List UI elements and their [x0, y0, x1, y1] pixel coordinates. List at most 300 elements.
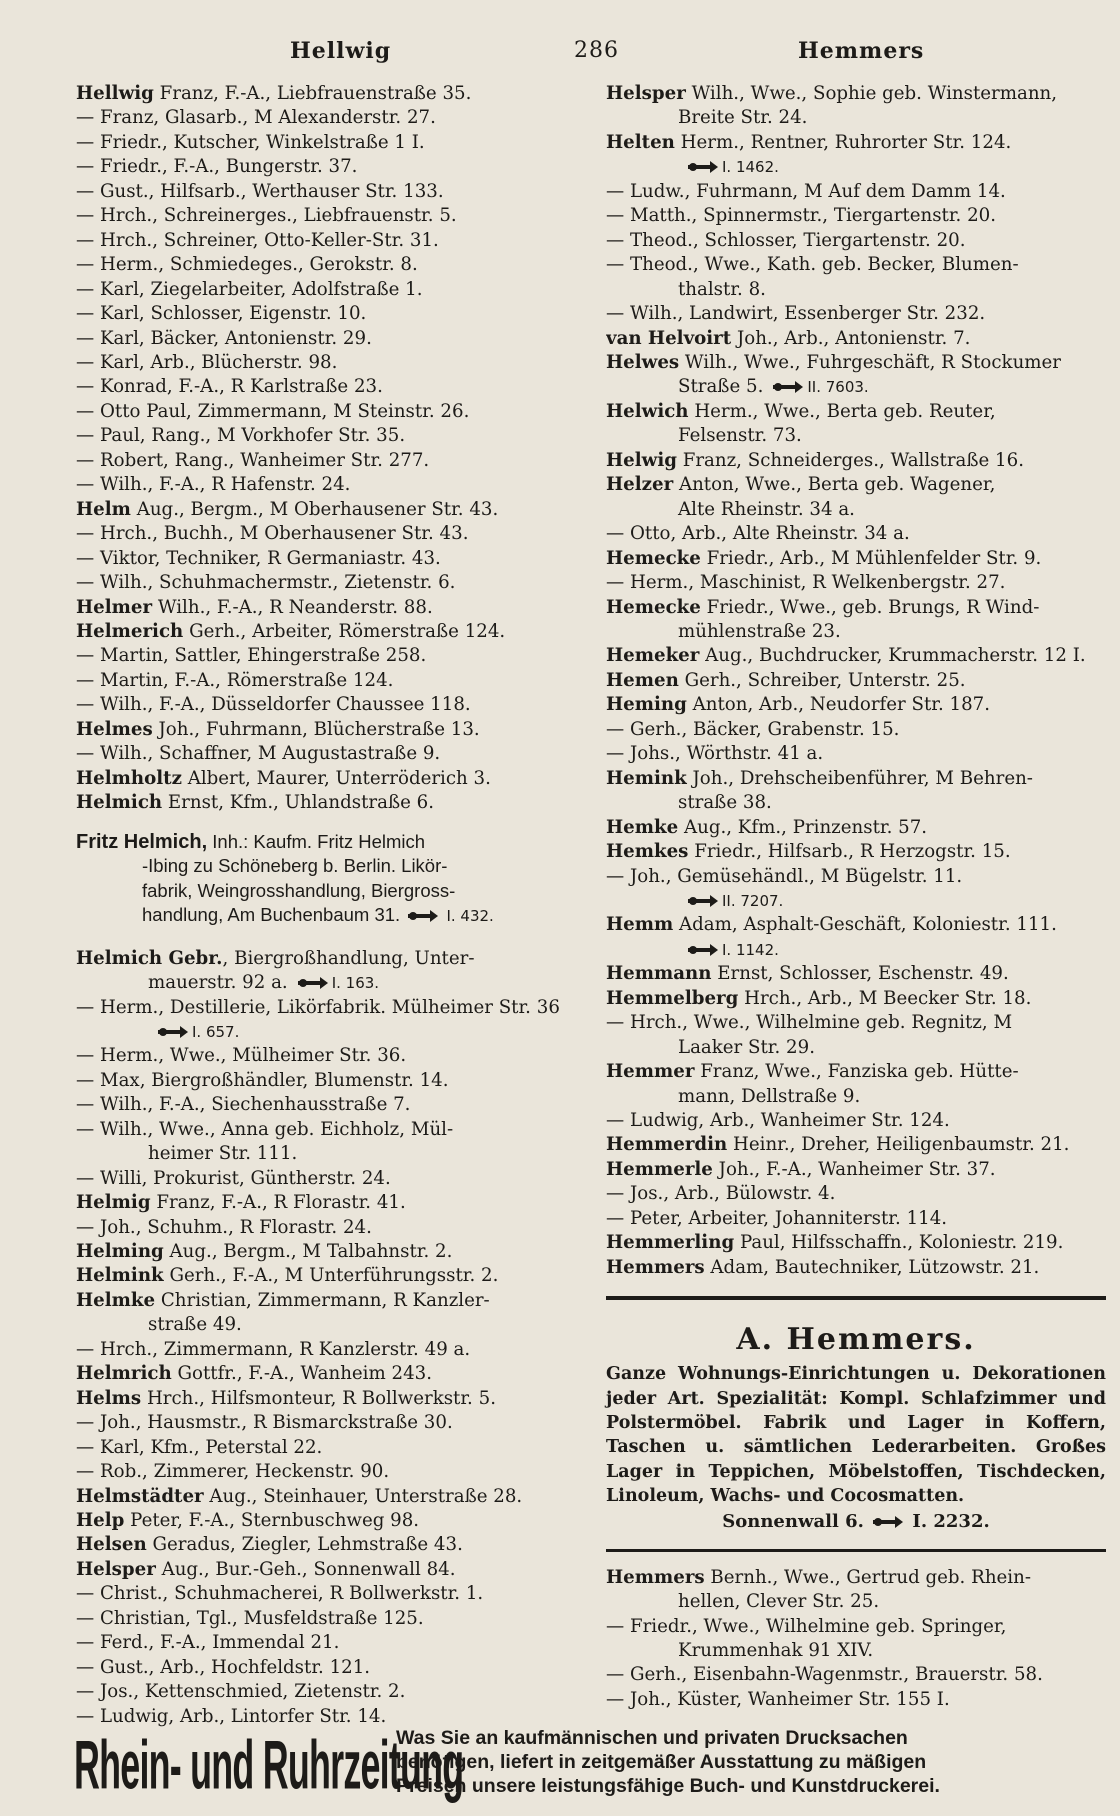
directory-entry	[606, 1182, 1106, 1206]
directory-entry	[76, 620, 562, 644]
entry-details: Gerh., Arbeiter, Römerstraße 124.	[183, 620, 506, 642]
entry-details: Ernst, Schlosser, Eschenstr. 49.	[711, 963, 1009, 985]
hemmers-ad-body: Ganze Wohnungs-Einrichtungen u. Dekorationen jeder Art. Spezialität: Kompl. Schlafzimmer und Polstermöbel. Fabrik und Lager in Koffern, Taschen u. sämtlichen Lederarbeiten. Großes Lager in Teppichen, Möbelstoffen, Tischdecken, Linoleum, Wachs- und Cocosmatten.	[606, 1364, 1106, 1507]
entry-phone: I. 657.	[192, 1022, 240, 1041]
directory-entry	[606, 1566, 1106, 1590]
directory-entry	[76, 1118, 562, 1142]
entry-details: heimer Str. 111.	[148, 1143, 298, 1165]
directory-entry	[76, 1582, 562, 1606]
entry-surname: Hemmers	[606, 1566, 705, 1588]
entry-surname: van Helvoirt	[606, 327, 732, 349]
entry-details: — Karl, Ziegelarbeiter, Adolfstraße 1.	[76, 278, 423, 300]
entry-details: Herm., Wwe., Berta geb. Reuter,	[688, 400, 996, 422]
entry-details: Friedr., Wwe., geb. Brungs, R Wind-	[700, 596, 1040, 618]
directory-entry	[76, 278, 562, 302]
directory-entry	[606, 400, 1106, 424]
entry-details: Laaker Str. 29.	[678, 1036, 815, 1058]
entry-details: — Wilh., Wwe., Anna geb. Eichholz, Mül-	[76, 1118, 454, 1140]
telephone-icon	[298, 977, 328, 989]
entry-details: — Hrch., Zimmermann, R Kanzlerstr. 49 a.	[76, 1338, 471, 1360]
entry-details: Joh., Fuhrmann, Blücherstraße 13.	[152, 718, 480, 740]
entry-details: Anton, Arb., Neudorfer Str. 187.	[686, 694, 991, 716]
entry-details: , Biergroßhandlung, Unter-	[222, 947, 475, 969]
directory-entry	[76, 522, 562, 546]
entry-surname: Hemkes	[606, 841, 689, 863]
directory-entry	[606, 1639, 1106, 1663]
entry-surname: Helwich	[606, 400, 689, 422]
directory-entry	[606, 669, 1106, 693]
entry-details: straße 49.	[148, 1314, 242, 1336]
directory-entry	[76, 1289, 562, 1313]
directory-entry	[606, 889, 1106, 913]
entry-details: — Christ., Schuhmacherei, R Bollwerkstr. 1.	[76, 1583, 484, 1605]
entry-surname: Helmich	[76, 792, 163, 814]
entry-details: — Wilh., F.-A., Düsseldorfer Chaussee 118.	[76, 694, 471, 716]
entry-details: Anton, Wwe., Berta geb. Wagener,	[673, 474, 996, 496]
directory-entry	[76, 1607, 562, 1631]
entry-details: — Hrch., Schreinerges., Liebfrauenstr. 5.	[76, 205, 457, 227]
entry-details: Wilh., Wwe., Fuhrgeschäft, R Stockumer	[679, 351, 1061, 373]
entry-details: — Joh., Schuhm., R Florastr. 24.	[76, 1216, 372, 1238]
telephone-icon	[688, 161, 718, 173]
entry-details: — Paul, Rang., M Vorkhofer Str. 35.	[76, 425, 406, 447]
entry-surname: Helm	[76, 498, 131, 520]
divider	[606, 1296, 1106, 1300]
directory-entry	[76, 791, 562, 815]
entry-surname: Helmich Gebr.	[76, 947, 223, 969]
entry-details: Paul, Hilfsschaffn., Koloniestr. 219.	[734, 1232, 1064, 1254]
directory-entry	[76, 1142, 562, 1166]
entry-details: Alte Rheinstr. 34 a.	[678, 498, 855, 520]
page-number: 286	[574, 38, 619, 63]
telephone-icon	[773, 381, 803, 393]
footer-line3: Preisen unsere leistungsfähige Buch- und Kunstdruckerei.	[396, 1775, 940, 1797]
directory-entry	[606, 1207, 1106, 1231]
entry-details: — Matth., Spinnermstr., Tiergartenstr. 20.	[606, 205, 997, 227]
entry-surname: Helmke	[76, 1289, 156, 1311]
directory-entry	[76, 644, 562, 668]
helmich-ad-line1: Inh.: Kaufm. Fritz Helmich	[207, 830, 426, 852]
directory-entry	[606, 791, 1106, 815]
entry-surname: Helwes	[606, 351, 680, 373]
directory-entry	[76, 155, 562, 179]
directory-entry	[76, 767, 562, 791]
directory-entry	[76, 1362, 562, 1386]
directory-entry	[606, 1109, 1106, 1133]
directory-entry	[606, 1133, 1106, 1157]
directory-entry	[76, 1044, 562, 1068]
entry-surname: Helmink	[76, 1265, 164, 1287]
directory-entry	[606, 449, 1106, 473]
divider	[606, 1549, 1106, 1552]
directory-entry	[606, 1688, 1106, 1712]
directory-entry	[606, 106, 1106, 130]
directory-entry	[76, 1631, 562, 1655]
entry-details: Hrch., Arb., M Beecker Str. 18.	[738, 987, 1032, 1009]
directory-entry	[76, 971, 562, 995]
directory-entry	[606, 571, 1106, 595]
telephone-icon	[158, 1026, 188, 1038]
entry-details: — Johs., Wörthstr. 41 a.	[606, 743, 824, 765]
entry-details: Hrch., Hilfsmonteur, R Bollwerkstr. 5.	[141, 1387, 496, 1409]
helmich-ad-line4: handlung, Am Buchenbaum 31.	[142, 904, 401, 926]
entry-details: — Otto Paul, Zimmermann, M Steinstr. 26.	[76, 400, 470, 422]
entry-details: Straße 5.	[678, 376, 764, 398]
directory-entry	[76, 204, 562, 228]
directory-entry	[76, 947, 562, 971]
directory-entry	[76, 424, 562, 448]
entry-surname: Hemm	[606, 914, 674, 936]
directory-entry	[76, 1436, 562, 1460]
footer-line1: Was Sie an kaufmännischen und privaten Drucksachen	[396, 1727, 908, 1749]
entry-details: mann, Dellstraße 9.	[678, 1085, 861, 1107]
entry-details: — Max, Biergroßhändler, Blumenstr. 14.	[76, 1069, 449, 1091]
entry-details: Aug., Kfm., Prinzenstr. 57.	[678, 816, 928, 838]
entry-surname: Helwig	[606, 449, 677, 471]
directory-entry	[606, 913, 1106, 937]
entry-details: — Rob., Zimmerer, Heckenstr. 90.	[76, 1461, 390, 1483]
directory-entry	[606, 1158, 1106, 1182]
directory-entry	[606, 840, 1106, 864]
entry-phone: I. 163.	[331, 974, 380, 993]
directory-entry	[76, 351, 562, 375]
entry-details: — Konrad, F.-A., R Karlstraße 23.	[76, 376, 383, 398]
entry-details: — Jos., Kettenschmied, Zietenstr. 2.	[76, 1681, 406, 1703]
left-column	[76, 82, 562, 1729]
directory-entry	[76, 1656, 562, 1680]
entry-details: Christian, Zimmermann, R Kanzler-	[155, 1289, 490, 1311]
entry-details: Franz, F.-A., Liebfrauenstraße 35.	[153, 83, 472, 104]
entry-details: — Hrch., Wwe., Wilhelmine geb. Regnitz, M	[606, 1012, 1013, 1034]
entry-details: Aug., Steinhauer, Unterstraße 28.	[203, 1485, 523, 1507]
entry-details: — Gerh., Eisenbahn-Wagenmstr., Brauerstr. 58.	[606, 1664, 1043, 1686]
directory-entry	[606, 767, 1106, 791]
entry-surname: Helten	[606, 131, 675, 153]
directory-entry	[606, 351, 1106, 375]
entry-surname: Helming	[76, 1241, 164, 1263]
directory-entry	[606, 865, 1106, 889]
directory-entry	[76, 669, 562, 693]
entry-details: Bernh., Wwe., Gertrud geb. Rhein-	[704, 1566, 1031, 1588]
entry-surname: Hemen	[606, 669, 679, 691]
directory-entry	[606, 473, 1106, 497]
directory-entry	[606, 547, 1106, 571]
entry-surname: Helmrich	[76, 1363, 172, 1385]
directory-entry	[76, 253, 562, 277]
entry-details: — Joh., Gemüsehändl., M Bügelstr. 11.	[606, 865, 963, 887]
entry-details: Franz, F.-A., R Florastr. 41.	[150, 1192, 406, 1214]
entry-details: Aug., Bur.-Geh., Sonnenwall 84.	[155, 1558, 456, 1580]
directory-entry	[606, 718, 1106, 742]
directory-entry	[76, 302, 562, 326]
entry-details: hellen, Clever Str. 25.	[678, 1591, 880, 1613]
hemmers-ad-phone: I. 2232.	[912, 1510, 990, 1532]
entry-details: — Ludw., Fuhrmann, M Auf dem Damm 14.	[606, 180, 1006, 202]
right-column	[606, 82, 1106, 1712]
entry-details: — Peter, Arbeiter, Johanniterstr. 114.	[606, 1207, 948, 1229]
helmich-ad-phone: I. 432.	[446, 907, 494, 926]
entry-details: Albert, Maurer, Unterröderich 3.	[181, 767, 491, 789]
entry-details: Adam, Bautechniker, Lützowstr. 21.	[704, 1256, 1040, 1278]
entry-surname: Hemmer	[606, 1061, 695, 1083]
directory-entry	[76, 229, 562, 253]
entry-details: Friedr., Hilfsarb., R Herzogstr. 15.	[688, 841, 1011, 863]
header-left-keyword: Hellwig	[290, 38, 392, 64]
directory-entry	[76, 106, 562, 130]
entry-details: — Gust., Arb., Hochfeldstr. 121.	[76, 1656, 371, 1678]
entry-details: — Wilh., Schuhmachermstr., Zietenstr. 6.	[76, 572, 456, 594]
directory-entry	[606, 620, 1106, 644]
helmich-ad-line3: fabrik, Weingrosshandlung, Biergross-	[142, 879, 456, 901]
directory-entry	[76, 400, 562, 424]
entry-phone: II. 7207.	[722, 891, 784, 910]
footer-line2: benötigen, liefert in zeitgemäßer Ausstattung zu mäßigen	[396, 1751, 927, 1773]
directory-entry	[606, 327, 1106, 351]
entry-surname: Help	[76, 1510, 125, 1532]
directory-entry	[606, 742, 1106, 766]
directory-entry	[606, 962, 1106, 986]
entry-details: Joh., F.-A., Wanheimer Str. 37.	[712, 1158, 996, 1180]
entry-surname: Heming	[606, 694, 687, 716]
entry-details: Heinr., Dreher, Heiligenbaumstr. 21.	[727, 1134, 1070, 1156]
entry-details: Geradus, Ziegler, Lehmstraße 43.	[146, 1534, 463, 1556]
entry-details: Wilh., Wwe., Sophie geb. Winstermann,	[685, 83, 1058, 104]
entry-details: Friedr., Arb., M Mühlenfelder Str. 9.	[700, 547, 1042, 569]
entry-details: — Gerh., Bäcker, Grabenstr. 15.	[606, 718, 900, 740]
entry-details: — Martin, Sattler, Ehingerstraße 258.	[76, 645, 427, 667]
directory-entry	[76, 596, 562, 620]
entry-surname: Helsen	[76, 1534, 147, 1556]
directory-entry	[606, 816, 1106, 840]
directory-entry	[606, 204, 1106, 228]
entry-details: Wilh., F.-A., R Neanderstr. 88.	[152, 596, 433, 618]
entry-surname: Helzer	[606, 474, 674, 496]
entry-surname: Hemke	[606, 816, 679, 838]
entry-details: Joh., Drehscheibenführer, M Behren-	[686, 767, 1033, 789]
directory-entry	[76, 375, 562, 399]
right-entries	[606, 82, 1106, 1280]
entry-details: Aug., Buchdrucker, Krummacherstr. 12 I.	[699, 645, 1086, 667]
entry-details: — Hrch., Schreiner, Otto-Keller-Str. 31.	[76, 229, 439, 251]
entry-details: straße 38.	[678, 792, 772, 814]
directory-entry	[606, 1036, 1106, 1060]
directory-entry	[606, 1663, 1106, 1687]
entry-details: — Willi, Prokurist, Güntherstr. 24.	[76, 1167, 391, 1189]
entry-surname: Hemmerdin	[606, 1134, 728, 1156]
directory-entry	[76, 742, 562, 766]
entry-details: Krummenhak 91 XIV.	[678, 1640, 874, 1661]
directory-entry	[606, 522, 1106, 546]
entry-details: Aug., Bergm., M Talbahnstr. 2.	[163, 1241, 453, 1263]
entry-surname: Hemmerle	[606, 1158, 713, 1180]
directory-entry	[76, 82, 562, 106]
directory-entry	[76, 498, 562, 522]
directory-entry	[76, 1069, 562, 1093]
entry-surname: Helmholtz	[76, 767, 182, 789]
directory-entry	[606, 131, 1106, 155]
entry-details: — Ludwig, Arb., Wanheimer Str. 124.	[606, 1110, 950, 1132]
directory-entry	[606, 1231, 1106, 1255]
directory-entry	[606, 644, 1106, 668]
entry-details: — Ludwig, Arb., Lintorfer Str. 14.	[76, 1705, 387, 1727]
telephone-icon	[873, 1516, 903, 1528]
footer-title: Rhein- und Ruhrzeitung	[74, 1725, 464, 1804]
directory-entry	[76, 1387, 562, 1411]
directory-entry	[76, 1485, 562, 1509]
directory-entry	[76, 996, 562, 1020]
entry-surname: Hemmann	[606, 963, 712, 985]
entry-details: Gerh., F.-A., M Unterführungsstr. 2.	[163, 1265, 499, 1287]
entry-surname: Hemmers	[606, 1256, 705, 1278]
entry-details: — Franz, Glasarb., M Alexanderstr. 27.	[76, 107, 436, 129]
directory-entry	[76, 180, 562, 204]
entry-surname: Helmstädter	[76, 1485, 204, 1507]
hemmers-ad-title: A. Hemmers.	[736, 1322, 976, 1358]
entry-phone: I. 1142.	[722, 940, 779, 959]
hemmers-advertisement	[606, 1318, 1106, 1534]
entry-details: Aug., Bergm., M Oberhausener Str. 43.	[130, 498, 499, 520]
entry-surname: Helmes	[76, 718, 153, 740]
entry-surname: Helmig	[76, 1192, 151, 1214]
directory-entry	[606, 498, 1106, 522]
directory-entry	[76, 1264, 562, 1288]
entry-details: — Karl, Arb., Blücherstr. 98.	[76, 351, 338, 373]
directory-entry	[76, 1216, 562, 1240]
entry-details: Gottfr., F.-A., Wanheim 243.	[171, 1363, 433, 1385]
directory-entry	[606, 1615, 1106, 1639]
entry-phone: II. 7603.	[807, 378, 869, 397]
entry-details: Gerh., Schreiber, Unterstr. 25.	[678, 669, 966, 691]
entry-details: thalstr. 8.	[678, 278, 766, 300]
entry-details: — Wilh., Landwirt, Essenberger Str. 232.	[606, 303, 986, 325]
entry-details: — Martin, F.-A., Römerstraße 124.	[76, 669, 394, 691]
entry-details: — Wilh., Schaffner, M Augustastraße 9.	[76, 743, 441, 765]
entry-details: — Joh., Küster, Wanheimer Str. 155 I.	[606, 1688, 950, 1710]
directory-entry	[76, 547, 562, 571]
entry-details: — Wilh., F.-A., Siechenhausstraße 7.	[76, 1094, 411, 1116]
helmich-ad-name: Fritz Helmich,	[76, 830, 208, 853]
entry-details: — Herm., Schmiedeges., Gerokstr. 8.	[76, 254, 418, 276]
right-entries-2	[606, 1566, 1106, 1713]
directory-entry	[606, 253, 1106, 277]
entry-details: — Friedr., F.-A., Bungerstr. 37.	[76, 156, 358, 178]
directory-entry	[76, 1240, 562, 1264]
directory-entry	[76, 1313, 562, 1337]
entry-details: — Friedr., Kutscher, Winkelstraße 1 I.	[76, 131, 425, 153]
entry-details: — Jos., Arb., Bülowstr. 4.	[606, 1183, 836, 1205]
directory-entry	[606, 938, 1106, 962]
entry-details: mauerstr. 92 a.	[148, 972, 288, 994]
directory-entry	[606, 1060, 1106, 1084]
entry-surname: Hemmerling	[606, 1232, 735, 1254]
entry-surname: Hellwig	[76, 83, 154, 104]
entry-details: Peter, F.-A., Sternbuschweg 98.	[124, 1510, 420, 1532]
entry-details: Ernst, Kfm., Uhlandstraße 6.	[162, 792, 434, 814]
directory-entry	[76, 1460, 562, 1484]
entry-details: — Herm., Wwe., Mülheimer Str. 36.	[76, 1045, 407, 1067]
entry-details: — Karl, Kfm., Peterstal 22.	[76, 1436, 323, 1458]
entry-surname: Hemecke	[606, 596, 701, 618]
hemmers-ad-address: Sonnenwall 6.	[722, 1510, 864, 1532]
entry-surname: Hemecke	[606, 547, 701, 569]
directory-entry	[606, 375, 1106, 399]
entry-details: — Hrch., Buchh., M Oberhausener Str. 43.	[76, 523, 469, 545]
directory-entry	[606, 693, 1106, 717]
directory-entry	[76, 1509, 562, 1533]
entry-details: — Viktor, Techniker, R Germaniastr. 43.	[76, 547, 441, 569]
entry-details: Breite Str. 24.	[678, 107, 808, 129]
directory-entry	[606, 302, 1106, 326]
entry-details: mühlenstraße 23.	[678, 620, 841, 642]
entry-details: — Theod., Wwe., Kath. geb. Becker, Blumen-	[606, 254, 1019, 276]
directory-entry	[76, 693, 562, 717]
telephone-icon	[408, 910, 438, 922]
directory-entry	[76, 1533, 562, 1557]
directory-entry	[606, 1011, 1106, 1035]
directory-entry	[76, 131, 562, 155]
directory-entry	[76, 1411, 562, 1435]
directory-entry	[606, 278, 1106, 302]
directory-entry	[76, 327, 562, 351]
directory-entry	[76, 1020, 562, 1044]
entry-details: — Gust., Hilfsarb., Werthauser Str. 133.	[76, 180, 444, 202]
directory-entry	[76, 718, 562, 742]
directory-entry	[76, 571, 562, 595]
footer-text	[396, 1726, 1108, 1798]
entry-surname: Helsper	[606, 83, 686, 104]
directory-entry	[606, 424, 1106, 448]
entry-surname: Hemeker	[606, 645, 700, 667]
directory-entry	[606, 82, 1106, 106]
entry-surname: Helsper	[76, 1558, 156, 1580]
entry-details: Franz, Wwe., Fanziska geb. Hütte-	[694, 1061, 1019, 1083]
entry-details: Herm., Rentner, Ruhrorter Str. 124.	[674, 131, 1012, 153]
directory-entry	[606, 1085, 1106, 1109]
header-right-keyword: Hemmers	[798, 38, 925, 64]
telephone-icon	[688, 895, 718, 907]
entry-details: — Karl, Bäcker, Antonienstr. 29.	[76, 327, 372, 349]
entry-details: Felsenstr. 73.	[678, 425, 802, 447]
entry-details: — Ferd., F.-A., Immendal 21.	[76, 1632, 340, 1654]
entry-details: — Karl, Schlosser, Eigenstr. 10.	[76, 303, 367, 325]
directory-entry	[76, 1093, 562, 1117]
entry-details: — Herm., Destillerie, Likörfabrik. Mülheimer Str. 36	[76, 996, 560, 1018]
directory-entry	[76, 1680, 562, 1704]
entry-details: — Joh., Hausmstr., R Bismarckstraße 30.	[76, 1412, 453, 1434]
directory-entry	[606, 596, 1106, 620]
telephone-icon	[688, 944, 718, 956]
entry-details: — Christian, Tgl., Musfeldstraße 125.	[76, 1607, 424, 1629]
entry-surname: Helmer	[76, 596, 153, 618]
left-entries-2	[76, 947, 562, 1730]
entry-details: — Friedr., Wwe., Wilhelmine geb. Springer,	[606, 1615, 1007, 1637]
directory-entry	[606, 1590, 1106, 1614]
directory-entry	[606, 180, 1106, 204]
helmich-ad-line2: -Ibing zu Schöneberg b. Berlin. Likör-	[142, 855, 448, 877]
entry-details: Adam, Asphalt-Geschäft, Koloniestr. 111.	[673, 914, 1057, 936]
directory-entry	[76, 1558, 562, 1582]
left-entries	[76, 82, 562, 816]
entry-details: — Wilh., F.-A., R Hafenstr. 24.	[76, 474, 351, 496]
footer-advertisement	[74, 1725, 1104, 1806]
directory-entry	[76, 1191, 562, 1215]
directory-entry	[606, 1256, 1106, 1280]
entry-phone: I. 1462.	[722, 158, 779, 177]
entry-details: — Robert, Rang., Wanheimer Str. 277.	[76, 449, 430, 471]
entry-details: — Theod., Schlosser, Tiergartenstr. 20.	[606, 229, 966, 251]
directory-entry	[606, 987, 1106, 1011]
entry-details: — Otto, Arb., Alte Rheinstr. 34 a.	[606, 523, 910, 545]
